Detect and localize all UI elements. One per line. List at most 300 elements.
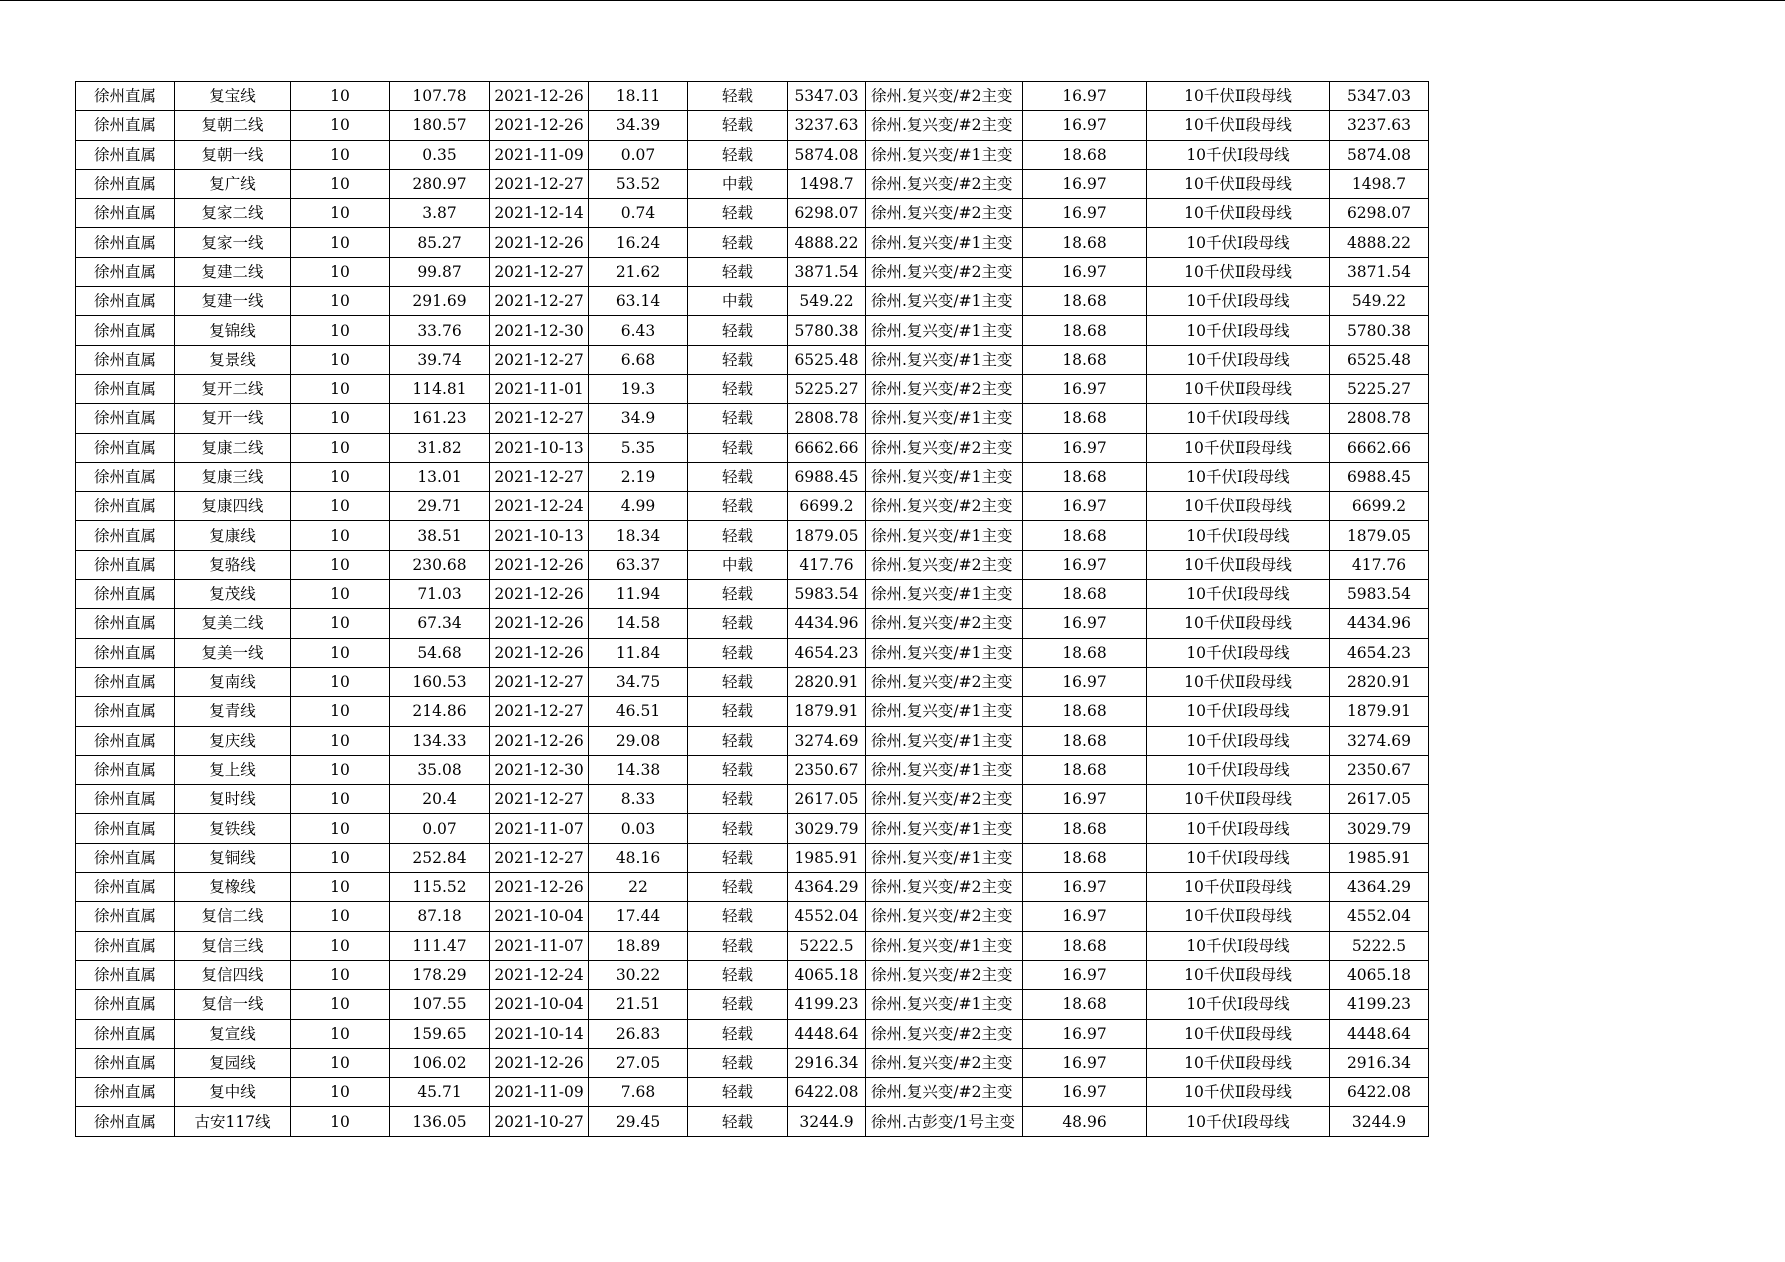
cell-remaining-capacity: 6699.2 [788, 492, 866, 521]
cell-voltage: 10 [291, 257, 390, 286]
cell-unit: 徐州直属 [76, 462, 175, 491]
data-table [75, 81, 1429, 1137]
cell-remaining-capacity: 3871.54 [788, 257, 866, 286]
cell-substation-transformer: 徐州.复兴变/#1主变 [866, 843, 1023, 872]
cell-transformer-load-rate: 16.97 [1023, 492, 1147, 521]
cell-unit: 徐州直属 [76, 1107, 175, 1136]
cell-date: 2021-12-24 [490, 492, 589, 521]
cell-load-status: 轻载 [688, 667, 788, 696]
cell-date: 2021-10-04 [490, 990, 589, 1019]
table-row [76, 1019, 1429, 1048]
cell-current: 20.4 [390, 785, 490, 814]
cell-busbar: 10千伏Ⅱ段母线 [1147, 492, 1330, 521]
cell-substation-transformer: 徐州.复兴变/#1主变 [866, 580, 1023, 609]
cell-date: 2021-12-26 [490, 1048, 589, 1077]
cell-unit: 徐州直属 [76, 140, 175, 169]
cell-load-rate: 2.19 [589, 462, 688, 491]
cell-load-rate: 26.83 [589, 1019, 688, 1048]
cell-available-capacity: 4552.04 [1330, 902, 1429, 931]
table-row [76, 1107, 1429, 1136]
cell-date: 2021-12-27 [490, 404, 589, 433]
cell-date: 2021-12-26 [490, 111, 589, 140]
cell-date: 2021-10-13 [490, 433, 589, 462]
cell-voltage: 10 [291, 609, 390, 638]
cell-unit: 徐州直属 [76, 433, 175, 462]
cell-load-status: 轻载 [688, 960, 788, 989]
cell-load-rate: 17.44 [589, 902, 688, 931]
cell-substation-transformer: 徐州.复兴变/#1主变 [866, 228, 1023, 257]
cell-remaining-capacity: 6298.07 [788, 199, 866, 228]
cell-transformer-load-rate: 18.68 [1023, 843, 1147, 872]
cell-unit: 徐州直属 [76, 785, 175, 814]
cell-available-capacity: 2808.78 [1330, 404, 1429, 433]
cell-unit: 徐州直属 [76, 374, 175, 403]
cell-current: 35.08 [390, 755, 490, 784]
cell-transformer-load-rate: 18.68 [1023, 462, 1147, 491]
cell-current: 230.68 [390, 550, 490, 579]
cell-load-status: 轻载 [688, 404, 788, 433]
cell-substation-transformer: 徐州.复兴变/#1主变 [866, 404, 1023, 433]
cell-unit: 徐州直属 [76, 169, 175, 198]
cell-line-name: 复上线 [175, 755, 291, 784]
cell-substation-transformer: 徐州.复兴变/#2主变 [866, 785, 1023, 814]
cell-unit: 徐州直属 [76, 873, 175, 902]
cell-remaining-capacity: 1879.05 [788, 521, 866, 550]
cell-load-rate: 63.14 [589, 287, 688, 316]
cell-busbar: 10千伏Ⅱ段母线 [1147, 1019, 1330, 1048]
cell-unit: 徐州直属 [76, 345, 175, 374]
cell-available-capacity: 4065.18 [1330, 960, 1429, 989]
cell-transformer-load-rate: 18.68 [1023, 990, 1147, 1019]
cell-load-status: 中载 [688, 550, 788, 579]
cell-voltage: 10 [291, 492, 390, 521]
cell-date: 2021-12-27 [490, 169, 589, 198]
cell-transformer-load-rate: 18.68 [1023, 140, 1147, 169]
cell-remaining-capacity: 5225.27 [788, 374, 866, 403]
cell-substation-transformer: 徐州.复兴变/#2主变 [866, 433, 1023, 462]
cell-voltage: 10 [291, 1048, 390, 1077]
cell-voltage: 10 [291, 433, 390, 462]
cell-busbar: 10千伏Ⅰ段母线 [1147, 1107, 1330, 1136]
cell-available-capacity: 4199.23 [1330, 990, 1429, 1019]
cell-date: 2021-12-26 [490, 873, 589, 902]
cell-unit: 徐州直属 [76, 697, 175, 726]
cell-remaining-capacity: 4364.29 [788, 873, 866, 902]
cell-transformer-load-rate: 16.97 [1023, 433, 1147, 462]
cell-available-capacity: 2617.05 [1330, 785, 1429, 814]
cell-current: 39.74 [390, 345, 490, 374]
cell-busbar: 10千伏Ⅱ段母线 [1147, 902, 1330, 931]
cell-current: 107.55 [390, 990, 490, 1019]
cell-remaining-capacity: 1498.7 [788, 169, 866, 198]
cell-busbar: 10千伏Ⅰ段母线 [1147, 521, 1330, 550]
cell-voltage: 10 [291, 726, 390, 755]
cell-voltage: 10 [291, 638, 390, 667]
cell-line-name: 复康四线 [175, 492, 291, 521]
cell-available-capacity: 417.76 [1330, 550, 1429, 579]
cell-substation-transformer: 徐州.复兴变/#2主变 [866, 609, 1023, 638]
cell-busbar: 10千伏Ⅰ段母线 [1147, 990, 1330, 1019]
cell-current: 291.69 [390, 287, 490, 316]
cell-substation-transformer: 徐州.复兴变/#1主变 [866, 140, 1023, 169]
cell-unit: 徐州直属 [76, 550, 175, 579]
cell-line-name: 复骆线 [175, 550, 291, 579]
cell-current: 111.47 [390, 931, 490, 960]
cell-current: 161.23 [390, 404, 490, 433]
cell-available-capacity: 5874.08 [1330, 140, 1429, 169]
cell-substation-transformer: 徐州.复兴变/#1主变 [866, 462, 1023, 491]
cell-available-capacity: 5222.5 [1330, 931, 1429, 960]
cell-current: 87.18 [390, 902, 490, 931]
cell-load-status: 轻载 [688, 1107, 788, 1136]
cell-substation-transformer: 徐州.复兴变/#1主变 [866, 521, 1023, 550]
table-row [76, 228, 1429, 257]
cell-load-rate: 53.52 [589, 169, 688, 198]
cell-load-status: 轻载 [688, 990, 788, 1019]
cell-busbar: 10千伏Ⅰ段母线 [1147, 755, 1330, 784]
cell-load-rate: 4.99 [589, 492, 688, 521]
cell-date: 2021-11-07 [490, 931, 589, 960]
cell-load-status: 轻载 [688, 228, 788, 257]
cell-substation-transformer: 徐州.复兴变/#2主变 [866, 257, 1023, 286]
cell-unit: 徐州直属 [76, 931, 175, 960]
cell-current: 107.78 [390, 82, 490, 111]
cell-load-status: 轻载 [688, 726, 788, 755]
cell-date: 2021-11-01 [490, 374, 589, 403]
cell-available-capacity: 2820.91 [1330, 667, 1429, 696]
cell-remaining-capacity: 5222.5 [788, 931, 866, 960]
cell-date: 2021-12-26 [490, 550, 589, 579]
cell-transformer-load-rate: 16.97 [1023, 609, 1147, 638]
cell-voltage: 10 [291, 140, 390, 169]
cell-transformer-load-rate: 16.97 [1023, 785, 1147, 814]
cell-current: 0.07 [390, 814, 490, 843]
cell-unit: 徐州直属 [76, 521, 175, 550]
cell-remaining-capacity: 5780.38 [788, 316, 866, 345]
cell-transformer-load-rate: 16.97 [1023, 1048, 1147, 1077]
cell-busbar: 10千伏Ⅱ段母线 [1147, 1078, 1330, 1107]
cell-remaining-capacity: 4199.23 [788, 990, 866, 1019]
table-row [76, 667, 1429, 696]
cell-date: 2021-11-07 [490, 814, 589, 843]
cell-available-capacity: 4364.29 [1330, 873, 1429, 902]
cell-line-name: 复信一线 [175, 990, 291, 1019]
table-row [76, 697, 1429, 726]
cell-load-status: 轻载 [688, 521, 788, 550]
cell-busbar: 10千伏Ⅱ段母线 [1147, 374, 1330, 403]
cell-line-name: 复朝一线 [175, 140, 291, 169]
cell-line-name: 复宣线 [175, 1019, 291, 1048]
cell-busbar: 10千伏Ⅱ段母线 [1147, 1048, 1330, 1077]
cell-load-status: 轻载 [688, 697, 788, 726]
cell-available-capacity: 3871.54 [1330, 257, 1429, 286]
cell-unit: 徐州直属 [76, 228, 175, 257]
cell-line-name: 复青线 [175, 697, 291, 726]
cell-remaining-capacity: 417.76 [788, 550, 866, 579]
cell-load-status: 轻载 [688, 1019, 788, 1048]
cell-unit: 徐州直属 [76, 287, 175, 316]
table-row [76, 931, 1429, 960]
cell-load-rate: 19.3 [589, 374, 688, 403]
cell-voltage: 10 [291, 814, 390, 843]
cell-load-status: 轻载 [688, 111, 788, 140]
cell-busbar: 10千伏Ⅰ段母线 [1147, 580, 1330, 609]
cell-unit: 徐州直属 [76, 1048, 175, 1077]
cell-current: 67.34 [390, 609, 490, 638]
table-row [76, 638, 1429, 667]
cell-voltage: 10 [291, 550, 390, 579]
cell-line-name: 复美二线 [175, 609, 291, 638]
cell-voltage: 10 [291, 82, 390, 111]
table-row [76, 902, 1429, 931]
cell-busbar: 10千伏Ⅱ段母线 [1147, 433, 1330, 462]
cell-load-status: 轻载 [688, 199, 788, 228]
cell-current: 114.81 [390, 374, 490, 403]
cell-available-capacity: 5780.38 [1330, 316, 1429, 345]
cell-date: 2021-12-30 [490, 316, 589, 345]
cell-date: 2021-12-30 [490, 755, 589, 784]
cell-transformer-load-rate: 16.97 [1023, 111, 1147, 140]
cell-substation-transformer: 徐州.复兴变/#1主变 [866, 726, 1023, 755]
table-row [76, 1078, 1429, 1107]
cell-load-rate: 0.07 [589, 140, 688, 169]
cell-current: 38.51 [390, 521, 490, 550]
cell-voltage: 10 [291, 902, 390, 931]
cell-substation-transformer: 徐州.古彭变/1号主变 [866, 1107, 1023, 1136]
cell-remaining-capacity: 6525.48 [788, 345, 866, 374]
cell-date: 2021-12-26 [490, 228, 589, 257]
cell-transformer-load-rate: 18.68 [1023, 228, 1147, 257]
cell-line-name: 复建二线 [175, 257, 291, 286]
cell-load-rate: 0.74 [589, 199, 688, 228]
cell-load-rate: 21.62 [589, 257, 688, 286]
table-row [76, 169, 1429, 198]
cell-available-capacity: 3237.63 [1330, 111, 1429, 140]
cell-transformer-load-rate: 18.68 [1023, 345, 1147, 374]
cell-unit: 徐州直属 [76, 667, 175, 696]
cell-available-capacity: 5983.54 [1330, 580, 1429, 609]
cell-unit: 徐州直属 [76, 257, 175, 286]
cell-voltage: 10 [291, 931, 390, 960]
cell-available-capacity: 6525.48 [1330, 345, 1429, 374]
cell-load-status: 轻载 [688, 902, 788, 931]
cell-load-status: 轻载 [688, 1048, 788, 1077]
cell-busbar: 10千伏Ⅰ段母线 [1147, 287, 1330, 316]
cell-load-status: 轻载 [688, 82, 788, 111]
cell-line-name: 复美一线 [175, 638, 291, 667]
cell-date: 2021-12-27 [490, 257, 589, 286]
cell-available-capacity: 4888.22 [1330, 228, 1429, 257]
cell-substation-transformer: 徐州.复兴变/#2主变 [866, 667, 1023, 696]
cell-load-rate: 21.51 [589, 990, 688, 1019]
cell-remaining-capacity: 6988.45 [788, 462, 866, 491]
cell-substation-transformer: 徐州.复兴变/#2主变 [866, 1048, 1023, 1077]
cell-voltage: 10 [291, 374, 390, 403]
cell-remaining-capacity: 5347.03 [788, 82, 866, 111]
cell-date: 2021-12-27 [490, 697, 589, 726]
cell-transformer-load-rate: 16.97 [1023, 902, 1147, 931]
cell-line-name: 复建一线 [175, 287, 291, 316]
cell-current: 54.68 [390, 638, 490, 667]
cell-load-rate: 16.24 [589, 228, 688, 257]
cell-current: 0.35 [390, 140, 490, 169]
cell-remaining-capacity: 5983.54 [788, 580, 866, 609]
cell-unit: 徐州直属 [76, 404, 175, 433]
cell-current: 280.97 [390, 169, 490, 198]
cell-line-name: 复庆线 [175, 726, 291, 755]
cell-load-rate: 14.58 [589, 609, 688, 638]
cell-current: 160.53 [390, 667, 490, 696]
cell-date: 2021-12-26 [490, 726, 589, 755]
cell-transformer-load-rate: 18.68 [1023, 521, 1147, 550]
cell-unit: 徐州直属 [76, 111, 175, 140]
cell-busbar: 10千伏Ⅱ段母线 [1147, 873, 1330, 902]
table-row [76, 785, 1429, 814]
cell-remaining-capacity: 3244.9 [788, 1107, 866, 1136]
cell-busbar: 10千伏Ⅰ段母线 [1147, 316, 1330, 345]
cell-substation-transformer: 徐州.复兴变/#2主变 [866, 199, 1023, 228]
cell-substation-transformer: 徐州.复兴变/#1主变 [866, 287, 1023, 316]
cell-load-rate: 8.33 [589, 785, 688, 814]
cell-voltage: 10 [291, 228, 390, 257]
cell-unit: 徐州直属 [76, 1078, 175, 1107]
cell-load-rate: 30.22 [589, 960, 688, 989]
cell-available-capacity: 6988.45 [1330, 462, 1429, 491]
cell-voltage: 10 [291, 843, 390, 872]
table-row [76, 462, 1429, 491]
cell-available-capacity: 6662.66 [1330, 433, 1429, 462]
cell-unit: 徐州直属 [76, 960, 175, 989]
cell-load-rate: 14.38 [589, 755, 688, 784]
cell-busbar: 10千伏Ⅰ段母线 [1147, 140, 1330, 169]
table-row [76, 404, 1429, 433]
cell-substation-transformer: 徐州.复兴变/#2主变 [866, 492, 1023, 521]
cell-current: 252.84 [390, 843, 490, 872]
cell-busbar: 10千伏Ⅱ段母线 [1147, 199, 1330, 228]
cell-busbar: 10千伏Ⅱ段母线 [1147, 111, 1330, 140]
cell-substation-transformer: 徐州.复兴变/#1主变 [866, 814, 1023, 843]
cell-line-name: 复家二线 [175, 199, 291, 228]
table-row [76, 199, 1429, 228]
table-row [76, 814, 1429, 843]
cell-unit: 徐州直属 [76, 580, 175, 609]
cell-date: 2021-10-27 [490, 1107, 589, 1136]
cell-available-capacity: 2350.67 [1330, 755, 1429, 784]
cell-transformer-load-rate: 18.68 [1023, 287, 1147, 316]
cell-current: 159.65 [390, 1019, 490, 1048]
cell-voltage: 10 [291, 169, 390, 198]
cell-available-capacity: 3274.69 [1330, 726, 1429, 755]
cell-load-rate: 6.43 [589, 316, 688, 345]
cell-load-rate: 22 [589, 873, 688, 902]
top-rule [0, 0, 1785, 1]
cell-date: 2021-12-26 [490, 609, 589, 638]
cell-line-name: 复中线 [175, 1078, 291, 1107]
cell-busbar: 10千伏Ⅱ段母线 [1147, 785, 1330, 814]
table-row [76, 492, 1429, 521]
cell-line-name: 复铁线 [175, 814, 291, 843]
cell-load-status: 轻载 [688, 873, 788, 902]
cell-load-status: 轻载 [688, 345, 788, 374]
cell-available-capacity: 6298.07 [1330, 199, 1429, 228]
cell-available-capacity: 5225.27 [1330, 374, 1429, 403]
cell-voltage: 10 [291, 667, 390, 696]
cell-line-name: 复信二线 [175, 902, 291, 931]
cell-substation-transformer: 徐州.复兴变/#2主变 [866, 550, 1023, 579]
cell-substation-transformer: 徐州.复兴变/#2主变 [866, 374, 1023, 403]
cell-transformer-load-rate: 18.68 [1023, 404, 1147, 433]
cell-current: 29.71 [390, 492, 490, 521]
cell-voltage: 10 [291, 111, 390, 140]
cell-unit: 徐州直属 [76, 82, 175, 111]
table-row [76, 726, 1429, 755]
cell-date: 2021-11-09 [490, 1078, 589, 1107]
cell-busbar: 10千伏Ⅰ段母线 [1147, 345, 1330, 374]
cell-transformer-load-rate: 16.97 [1023, 374, 1147, 403]
cell-date: 2021-12-27 [490, 287, 589, 316]
cell-unit: 徐州直属 [76, 902, 175, 931]
cell-transformer-load-rate: 16.97 [1023, 257, 1147, 286]
cell-available-capacity: 1879.91 [1330, 697, 1429, 726]
cell-date: 2021-11-09 [490, 140, 589, 169]
cell-substation-transformer: 徐州.复兴变/#2主变 [866, 1078, 1023, 1107]
cell-remaining-capacity: 4434.96 [788, 609, 866, 638]
cell-load-status: 轻载 [688, 580, 788, 609]
cell-remaining-capacity: 4888.22 [788, 228, 866, 257]
cell-unit: 徐州直属 [76, 316, 175, 345]
cell-current: 134.33 [390, 726, 490, 755]
cell-available-capacity: 5347.03 [1330, 82, 1429, 111]
cell-transformer-load-rate: 16.97 [1023, 1078, 1147, 1107]
cell-current: 214.86 [390, 697, 490, 726]
cell-load-rate: 6.68 [589, 345, 688, 374]
cell-busbar: 10千伏Ⅰ段母线 [1147, 462, 1330, 491]
cell-load-rate: 11.94 [589, 580, 688, 609]
cell-load-status: 轻载 [688, 609, 788, 638]
cell-transformer-load-rate: 16.97 [1023, 1019, 1147, 1048]
cell-current: 33.76 [390, 316, 490, 345]
cell-load-rate: 29.45 [589, 1107, 688, 1136]
cell-busbar: 10千伏Ⅱ段母线 [1147, 667, 1330, 696]
cell-remaining-capacity: 2820.91 [788, 667, 866, 696]
cell-line-name: 复朝二线 [175, 111, 291, 140]
cell-remaining-capacity: 2617.05 [788, 785, 866, 814]
cell-unit: 徐州直属 [76, 814, 175, 843]
cell-line-name: 古安117线 [175, 1107, 291, 1136]
cell-load-status: 轻载 [688, 814, 788, 843]
table-row [76, 140, 1429, 169]
cell-remaining-capacity: 2808.78 [788, 404, 866, 433]
cell-current: 106.02 [390, 1048, 490, 1077]
cell-available-capacity: 4654.23 [1330, 638, 1429, 667]
cell-line-name: 复开一线 [175, 404, 291, 433]
cell-unit: 徐州直属 [76, 755, 175, 784]
cell-load-rate: 46.51 [589, 697, 688, 726]
cell-available-capacity: 3244.9 [1330, 1107, 1429, 1136]
cell-unit: 徐州直属 [76, 990, 175, 1019]
cell-current: 71.03 [390, 580, 490, 609]
cell-substation-transformer: 徐州.复兴变/#2主变 [866, 82, 1023, 111]
cell-voltage: 10 [291, 404, 390, 433]
cell-substation-transformer: 徐州.复兴变/#1主变 [866, 697, 1023, 726]
cell-voltage: 10 [291, 873, 390, 902]
cell-date: 2021-12-27 [490, 345, 589, 374]
cell-busbar: 10千伏Ⅰ段母线 [1147, 931, 1330, 960]
cell-current: 115.52 [390, 873, 490, 902]
cell-unit: 徐州直属 [76, 609, 175, 638]
cell-busbar: 10千伏Ⅰ段母线 [1147, 404, 1330, 433]
cell-load-rate: 0.03 [589, 814, 688, 843]
